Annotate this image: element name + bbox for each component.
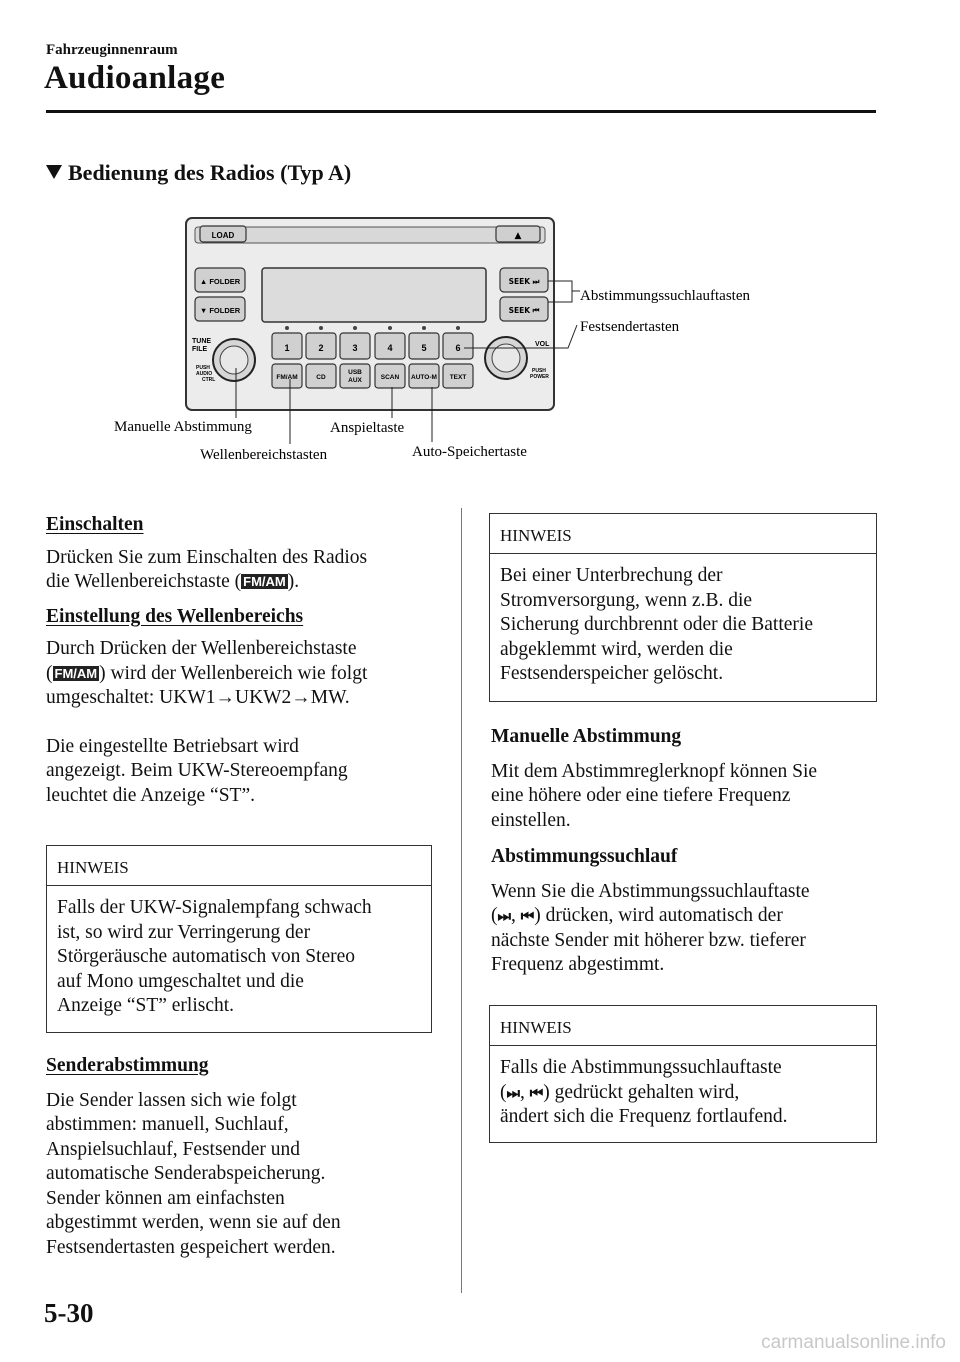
function-label: USB	[348, 369, 362, 376]
para-senderabstimmung	[46, 1089, 446, 1261]
preset-indicator-dot	[285, 326, 289, 330]
text-line: auf Mono umgeschaltet und die	[57, 970, 304, 992]
function-label: TEXT	[449, 374, 467, 381]
function-label: CD	[316, 374, 326, 381]
function-label: SCAN	[380, 374, 400, 381]
heading-suchlauf: Abstimmungssuchlauf	[491, 846, 678, 867]
para-wb-2	[46, 662, 436, 687]
right-column	[491, 725, 881, 978]
text-line: abgeklemmt wird, werden die	[500, 638, 733, 660]
note-box-3	[489, 1005, 877, 1143]
section-heading-text: Bedienung des Radios (Typ A)	[68, 160, 352, 185]
text: ) wird der Wellenbereich wie folgt	[99, 662, 368, 684]
text: ) drücken, wird automatisch der	[534, 905, 783, 926]
text-line: Festsendertasten gespeichert werden.	[46, 1236, 336, 1258]
note-body	[47, 886, 431, 1019]
callout-manual: Manuelle Abstimmung	[114, 419, 252, 435]
note-body	[490, 1046, 876, 1130]
push-power-power: POWER	[530, 374, 549, 380]
callout-scan: Anspieltaste	[330, 420, 405, 436]
para-manuelle	[491, 760, 881, 834]
load-button-label: LOAD	[211, 231, 235, 240]
function-label: FM/AM	[276, 374, 298, 381]
text-line: einstellen.	[491, 809, 571, 831]
text-line: automatische Senderabspeicherung.	[46, 1163, 326, 1184]
push-power-push: PUSH	[532, 368, 546, 374]
text-line: abgestimmt werden, wenn sie auf den	[46, 1212, 341, 1233]
seek-forward-icon: ⏭	[497, 907, 512, 925]
push-power-label	[530, 368, 549, 380]
text: (	[46, 662, 53, 684]
text-line: Festsenderspeicher gelöscht.	[500, 663, 724, 684]
text-line: Falls der UKW-Signalempfang schwach	[57, 897, 372, 918]
text: die Wellenbereichstaste (	[46, 571, 242, 592]
preset-indicator-dot	[319, 326, 323, 330]
heading-manuelle: Manuelle Abstimmung	[491, 726, 682, 747]
note3-line-3: ändert sich die Frequenz fortlaufend.	[500, 1106, 788, 1127]
para-suchlauf-3: nächste Sender mit höherer bzw. tieferer	[491, 929, 806, 951]
note-box-2	[489, 513, 877, 702]
text-line: Sicherung durchbrennt oder die Batterie	[500, 614, 813, 635]
preset-label: 4	[387, 343, 393, 353]
text: (	[500, 1081, 507, 1103]
fm-am-key-icon: FM/AM	[54, 665, 98, 681]
callout-auto: Auto-Speichertaste	[412, 444, 527, 460]
text: ,	[511, 905, 521, 926]
watermark: carmanualsonline.info	[761, 1332, 946, 1353]
vol-label: VOL	[535, 341, 550, 348]
column-divider	[461, 508, 462, 1293]
note-heading: HINWEIS	[490, 514, 876, 554]
text-line: Störgeräusche automatisch von Stereo	[57, 946, 356, 967]
text-line: eine höhere oder eine tiefere Frequenz	[491, 785, 791, 806]
function-label: AUX	[348, 377, 362, 384]
text-line: abstimmen: manuell, Suchlauf,	[46, 1114, 289, 1135]
preset-label: 1	[284, 343, 290, 353]
preset-indicator-dot	[353, 326, 357, 330]
text-line: Mit dem Abstimmreglerknopf können Sie	[491, 760, 818, 782]
callout-band: Wellenbereichstasten	[200, 447, 328, 463]
text-line: Sender können am einfachsten	[46, 1187, 285, 1209]
text-line: Die Sender lassen sich wie folgt	[46, 1089, 297, 1111]
text-line: ist, so wird zur Verringerung der	[57, 921, 311, 943]
text: ) gedrückt gehalten wird,	[543, 1081, 740, 1103]
note-body	[490, 554, 876, 687]
preset-indicator-dot	[422, 326, 426, 330]
para-mode-3: leuchtet die Anzeige “ST”.	[46, 784, 255, 806]
seek-down-label: SEEK ⏮	[508, 306, 540, 315]
para-suchlauf-1: Wenn Sie die Abstimmungssuchlauftaste	[491, 880, 810, 902]
note3-line-1: Falls die Abstimmungssuchlauftaste	[500, 1057, 782, 1078]
fm-am-key-icon: FM/AM	[243, 574, 286, 589]
callout-seek: Abstimmungssuchlauftasten	[580, 288, 750, 304]
note-heading: HINWEIS	[47, 846, 431, 886]
para-einschalten-2	[46, 570, 436, 595]
audio-label: AUDIO	[196, 371, 213, 377]
folder-down-label: ▼ FOLDER	[199, 306, 241, 315]
para-einschalten-1: Drücken Sie zum Einschalten des Radios	[46, 546, 368, 568]
left-column-lower	[46, 1054, 446, 1260]
text: ,	[520, 1081, 530, 1103]
seek-back-icon: ⏮	[529, 1083, 544, 1102]
preset-label: 2	[318, 343, 324, 353]
preset-indicator-dot	[456, 326, 460, 330]
text: (	[491, 905, 498, 926]
tune-label: TUNE	[192, 338, 212, 345]
left-column	[46, 513, 436, 808]
text: ).	[287, 571, 300, 592]
page-number: 5-30	[44, 1298, 94, 1328]
seek-forward-icon: ⏭	[506, 1083, 521, 1102]
file-label: FILE	[192, 346, 208, 353]
note-box-1	[46, 845, 432, 1033]
ctrl-label: CTRL	[202, 377, 216, 383]
section-kicker: Fahrzeuginnenraum	[46, 42, 178, 58]
down-triangle-icon	[46, 165, 62, 179]
note3-line-2	[500, 1081, 876, 1106]
para-suchlauf-4: Frequenz abgestimmt.	[491, 954, 665, 975]
header-rule	[46, 110, 876, 113]
page-title: Audioanlage	[44, 60, 226, 96]
callout-preset: Festsendertasten	[580, 319, 680, 335]
para-mode-2: angezeigt. Beim UKW-Stereoempfang	[46, 760, 348, 781]
para-suchlauf-2	[491, 904, 881, 929]
radio-figure	[100, 210, 820, 470]
para-wb-1: Durch Drücken der Wellenbereichstaste	[46, 638, 357, 659]
seek-back-icon: ⏮	[520, 907, 535, 925]
display-screen	[262, 268, 486, 322]
folder-up-label: ▲ FOLDER	[199, 277, 241, 286]
preset-label: 6	[455, 343, 461, 353]
heading-senderabstimmung: Senderabstimmung	[46, 1055, 209, 1076]
preset-label: 5	[421, 343, 427, 353]
para-wb-3: umgeschaltet: UKW1→UKW2→MW.	[46, 687, 350, 708]
text-line: Stromversorgung, wenn z.B. die	[500, 589, 753, 611]
section-heading	[46, 160, 351, 186]
push-label: PUSH	[196, 365, 210, 371]
heading-wellenbereich: Einstellung des Wellenbereichs	[46, 605, 304, 627]
function-label: AUTO-M	[411, 374, 437, 381]
text-line: Anzeige “ST” erlischt.	[57, 995, 235, 1016]
heading-einschalten: Einschalten	[46, 514, 144, 535]
text-line: Bei einer Unterbrechung der	[500, 565, 723, 586]
preset-label: 3	[352, 343, 358, 353]
seek-up-label: SEEK ⏭	[508, 277, 540, 286]
preset-indicator-dot	[388, 326, 392, 330]
eject-icon: ▲	[514, 231, 522, 241]
function-button	[340, 364, 370, 388]
text-line: Anspielsuchlauf, Festsender und	[46, 1138, 300, 1160]
note-heading: HINWEIS	[490, 1006, 876, 1046]
para-mode-1: Die eingestellte Betriebsart wird	[46, 735, 299, 757]
